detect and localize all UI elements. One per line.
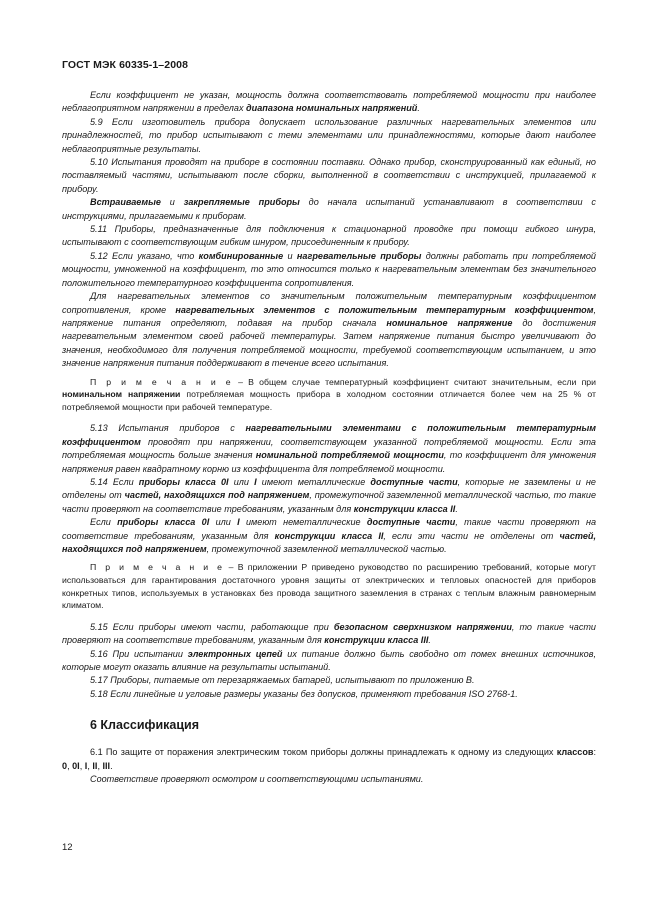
clause-5-11: 5.11 Приборы, предназначенные для подключения к стационарной проводке при помощи гибкого шнура, испытывают с соответствующим гибким шнуром, присоединенным к прибору. xyxy=(62,224,596,248)
paragraph: Для нагревательных элементов со значительным положительным температурным коэффициентом сопротивления, кроме нагревательных элементов с положительным температурным коэффициентом, напряжение питания определяют, подавая на прибор сначала номинальное напряжение до достижения нагревательным элементом своей рабочей температуры. Затем напряжение питания быстро увеличивают до значения, необходимого для получения потребляемой мощности, требуемой соответствующим испытанием, и это значение напряжения питания поддерживают в течение всего испытания. xyxy=(62,291,596,369)
clause-5-16: 5.16 При испытании электронных цепей их питание должно быть свободно от помех внешних источников, которые могут оказать влияние на результаты испытаний. xyxy=(62,648,596,672)
paragraph: Если приборы класса 0I или I имеют неметаллические доступные части, такие части проверяют на соответствие требованиям, указанным для конструкции класса II, если эти части не отделены от частей, находящихся под напряжением, промежуточной заземленной металлической частью. xyxy=(62,517,597,554)
clause-5-14: 5.14 Если приборы класса 0I или I имеют металлические доступные части, которые не заземлены и не отделены от частей, находящихся под напряжением, промежуточной заземленной металлической частью, то такие части проверяют на соответствие требованиям, указанным для конструкции класса II. xyxy=(62,476,596,514)
clause-5-9: 5.9 Если изготовитель прибора допускает использование различных нагревательных элементов или принадлежностей, то прибор испытывают с теми элементами или принадлежностями, которые дают наиболее неблагоприятные результаты. xyxy=(62,116,596,154)
paragraph: Встраиваемые и закрепляемые приборы до начала испытаний устанавливают в соответствии с инструкциями, прилагаемыми к приборам. xyxy=(62,197,596,221)
clause-5-18: 5.18 Если линейные и угловые размеры указаны без допусков, применяют требования ISO 2768-1. xyxy=(90,688,518,699)
clause-5-17: 5.17 Приборы, питаемые от перезаряжаемых батарей, испытывают по приложению B. xyxy=(90,675,475,686)
clause-5-10: 5.10 Испытания проводят на приборе в состоянии поставки. Однако прибор, сконструированный как единый, но поставляемый частями, испытывают после сборки, выполненной в соответствии с инструкцией, прилагаемой к прибору. xyxy=(62,157,596,194)
paragraph: Если коэффициент не указан, мощность должна соответствовать потребляемой мощности при наиболее неблагоприятном напряжении в пределах диапазона номинальных напряжений. xyxy=(62,90,596,114)
note: П р и м е ч а н и е – В общем случае температурный коэффициент считают значительным, если при номинальном напряжении потребляемая мощность прибора в холодном состоянии отличается более чем на 25 % от потребляемой мощности при рабочей температуре. xyxy=(62,376,596,412)
note: П р и м е ч а н и е – В приложении Р приведено руководство по расширению требований, которые могут использоваться для гарантирования достаточного уровня защиты от электрических и тепловых опасностей для приборов конкретных типов, используемых в установках без провода защитного заземления в странах с теплым влажным равномерным климатом. xyxy=(62,562,596,611)
clause-6-1: 6.1 По защите от поражения электрическим током приборы должны принадлежать к одному из следующих классов: 0, 0I, I, II, III. xyxy=(62,747,596,771)
page-header: ГОСТ МЭК 60335-1–2008 xyxy=(62,59,189,71)
clause-5-13: 5.13 Испытания приборов с нагревательными элементами с положительным температурным коэффициентом проводят при напряжении, соответствующем указанной потребляемой мощности. Если эта потребляемая мощность больше значения номинальной потребляемой мощности, то коэффициент для умножения напряжения равен квадратному корню из коэффициента для потребляемой мощности. xyxy=(62,423,596,474)
page-number: 12 xyxy=(62,842,73,853)
clause-5-12: 5.12 Если указано, что комбинированные и нагревательные приборы должны работать при потребляемой мощности, умноженной на коэффициент, то это относится только к нагревательным элементам без значительного положительного температурного коэффициента сопротивления. xyxy=(62,250,596,288)
paragraph: Соответствие проверяют осмотром и соответствующими испытаниями. xyxy=(90,774,424,784)
section-title: 6 Классификация xyxy=(90,718,200,733)
clause-5-15: 5.15 Если приборы имеют части, работающие при безопасном сверхнизком напряжении, то такие части проверяют на соответствие требованиям, указанным для конструкции класса III. xyxy=(62,621,596,646)
page-body xyxy=(62,89,596,786)
